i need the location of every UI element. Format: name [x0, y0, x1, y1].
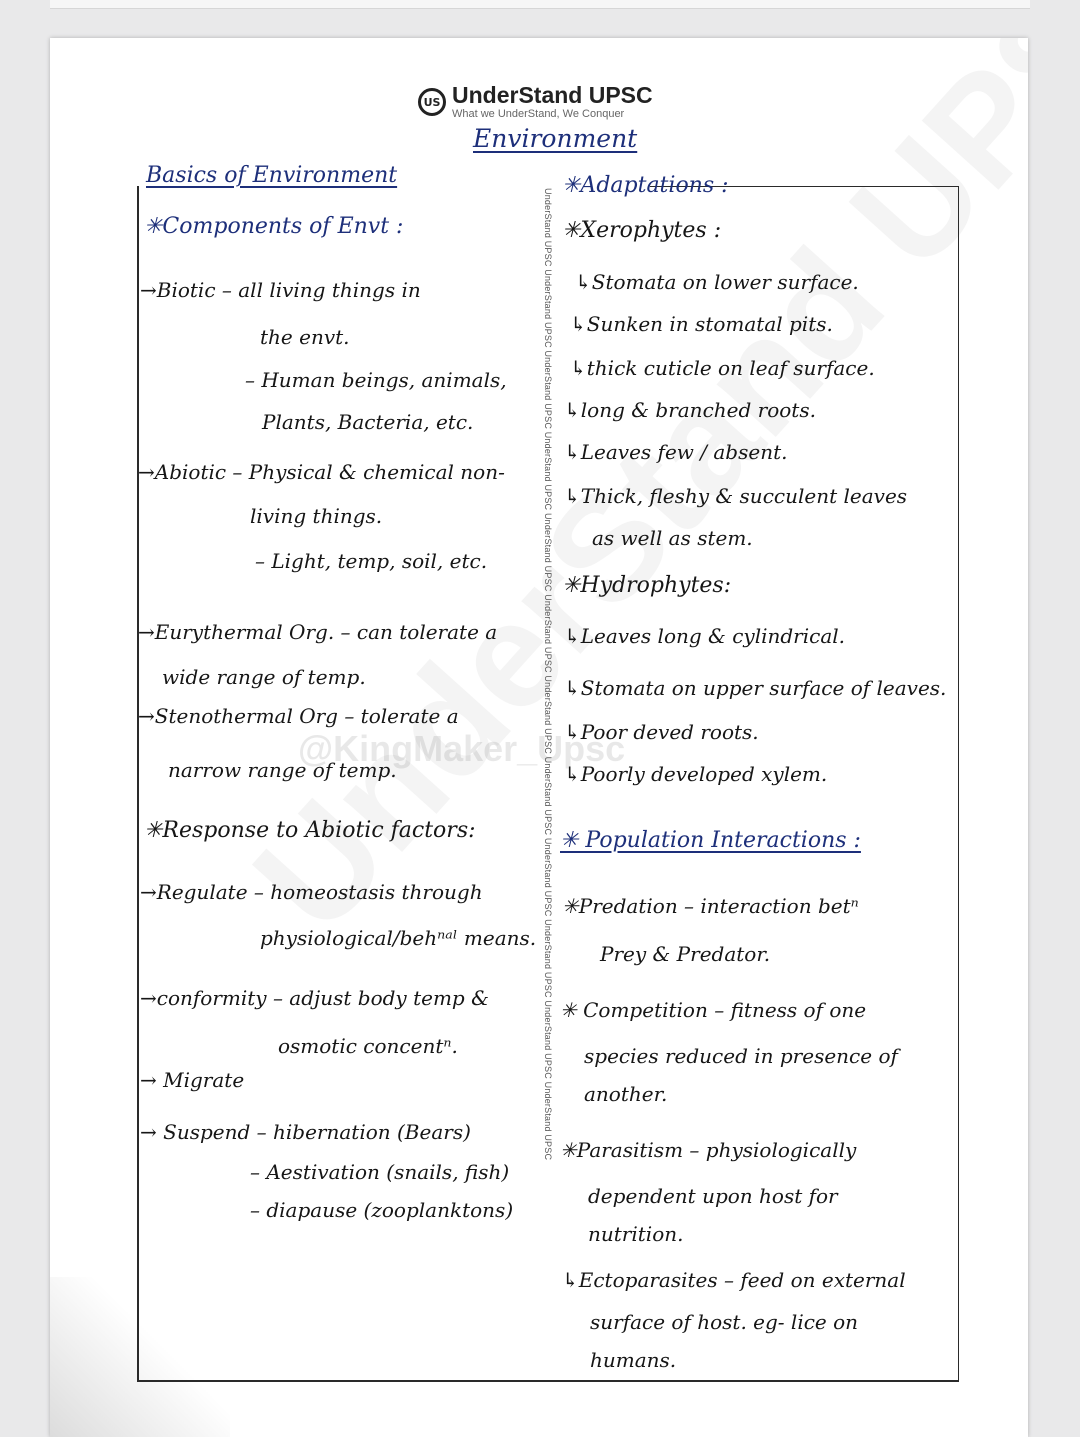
- hydrophytes-heading: ✳Hydrophytes:: [562, 573, 732, 598]
- note-line: ↳long & branched roots.: [564, 398, 816, 422]
- note-line: →Biotic – all living things in: [140, 278, 421, 302]
- note-line: ↳Poor deved roots.: [564, 720, 759, 744]
- note-line: → Migrate: [140, 1068, 245, 1092]
- note-line: Plants, Bacteria, etc.: [262, 410, 474, 434]
- brand-logo: [418, 82, 653, 122]
- note-line: surface of host. eg- lice on: [590, 1310, 859, 1334]
- handle-watermark: @KingMaker_Upsc: [298, 728, 626, 769]
- note-line: ↳Leaves few / absent.: [564, 440, 788, 464]
- note-line: ↳Stomata on lower surface.: [575, 270, 859, 294]
- note-line: humans.: [590, 1348, 677, 1372]
- note-line: – Aestivation (snails, fish): [250, 1160, 510, 1184]
- note-line: →Abiotic – Physical & chemical non-: [138, 460, 505, 484]
- logo-name: UnderStand UPSC: [452, 82, 653, 108]
- section-title: Basics of Environment: [146, 163, 398, 188]
- note-line: →Regulate – homeostasis through: [140, 880, 483, 904]
- population-heading: ✳ Population Interactions :: [560, 828, 861, 853]
- note-line: ↳Leaves long & cylindrical.: [564, 624, 846, 648]
- note-line: dependent upon host for: [588, 1184, 838, 1208]
- divider-watermark-text: UnderStand UPSC UnderStand UPSC UnderStand UPSC UnderStand UPSC UnderStand UPSC UnderStand UPSC UnderStand UPSC UnderStand UPSC UnderStand UPSC UnderStand UPSC UnderStand UPSC UnderStand UPSC: [543, 188, 553, 1161]
- note-line: – diapause (zooplanktons): [250, 1198, 514, 1222]
- xerophytes-heading: ✳Xerophytes :: [562, 218, 722, 243]
- column-divider: [543, 188, 557, 1382]
- note-line: – Light, temp, soil, etc.: [255, 549, 488, 573]
- response-heading: ✳Response to Abiotic factors:: [144, 818, 476, 843]
- note-line: living things.: [250, 504, 383, 528]
- notes-page: [50, 38, 1028, 1437]
- note-line: →conformity – adjust body temp &: [140, 986, 489, 1010]
- note-line: ✳ Competition – fitness of one: [560, 998, 867, 1022]
- note-line: wide range of temp.: [162, 665, 366, 689]
- note-line: Prey & Predator.: [600, 942, 771, 966]
- note-line: ↳Poorly developed xylem.: [564, 762, 828, 786]
- logo-tagline: What we UnderStand, We Conquer: [452, 108, 625, 120]
- note-line: narrow range of temp.: [168, 758, 397, 782]
- note-line: ↳Ectoparasites – feed on external: [562, 1268, 906, 1292]
- note-line: the envt.: [260, 325, 350, 349]
- note-line: → Suspend – hibernation (Bears): [140, 1120, 471, 1144]
- note-line: ↳Thick, fleshy & succulent leaves: [564, 484, 908, 508]
- note-line: another.: [584, 1082, 668, 1106]
- note-line: – Human beings, animals,: [245, 368, 507, 392]
- note-line: ↳Stomata on upper surface of leaves.: [564, 676, 947, 700]
- note-line: ↳Sunken in stomatal pits.: [570, 312, 833, 336]
- note-line: as well as stem.: [592, 526, 753, 550]
- note-line: physiological/behⁿᵃˡ means.: [260, 926, 537, 950]
- note-line: →Stenothermal Org – tolerate a: [138, 704, 459, 728]
- adaptations-heading: ✳Adaptations :: [562, 173, 729, 198]
- previous-page-edge: [50, 0, 1030, 9]
- note-line: ✳Parasitism – physiologically: [560, 1138, 857, 1162]
- note-line: ↳thick cuticle on leaf surface.: [570, 356, 875, 380]
- note-line: →Eurythermal Org. – can tolerate a: [138, 620, 498, 644]
- logo-mark-icon: US: [418, 88, 446, 116]
- note-line: ✳Predation – interaction betⁿ: [562, 894, 859, 918]
- components-heading: ✳Components of Envt :: [144, 214, 404, 239]
- page-title: Environment: [473, 124, 638, 153]
- note-line: osmotic concentⁿ.: [278, 1034, 458, 1058]
- note-line: species reduced in presence of: [584, 1044, 898, 1068]
- note-line: nutrition.: [588, 1222, 684, 1246]
